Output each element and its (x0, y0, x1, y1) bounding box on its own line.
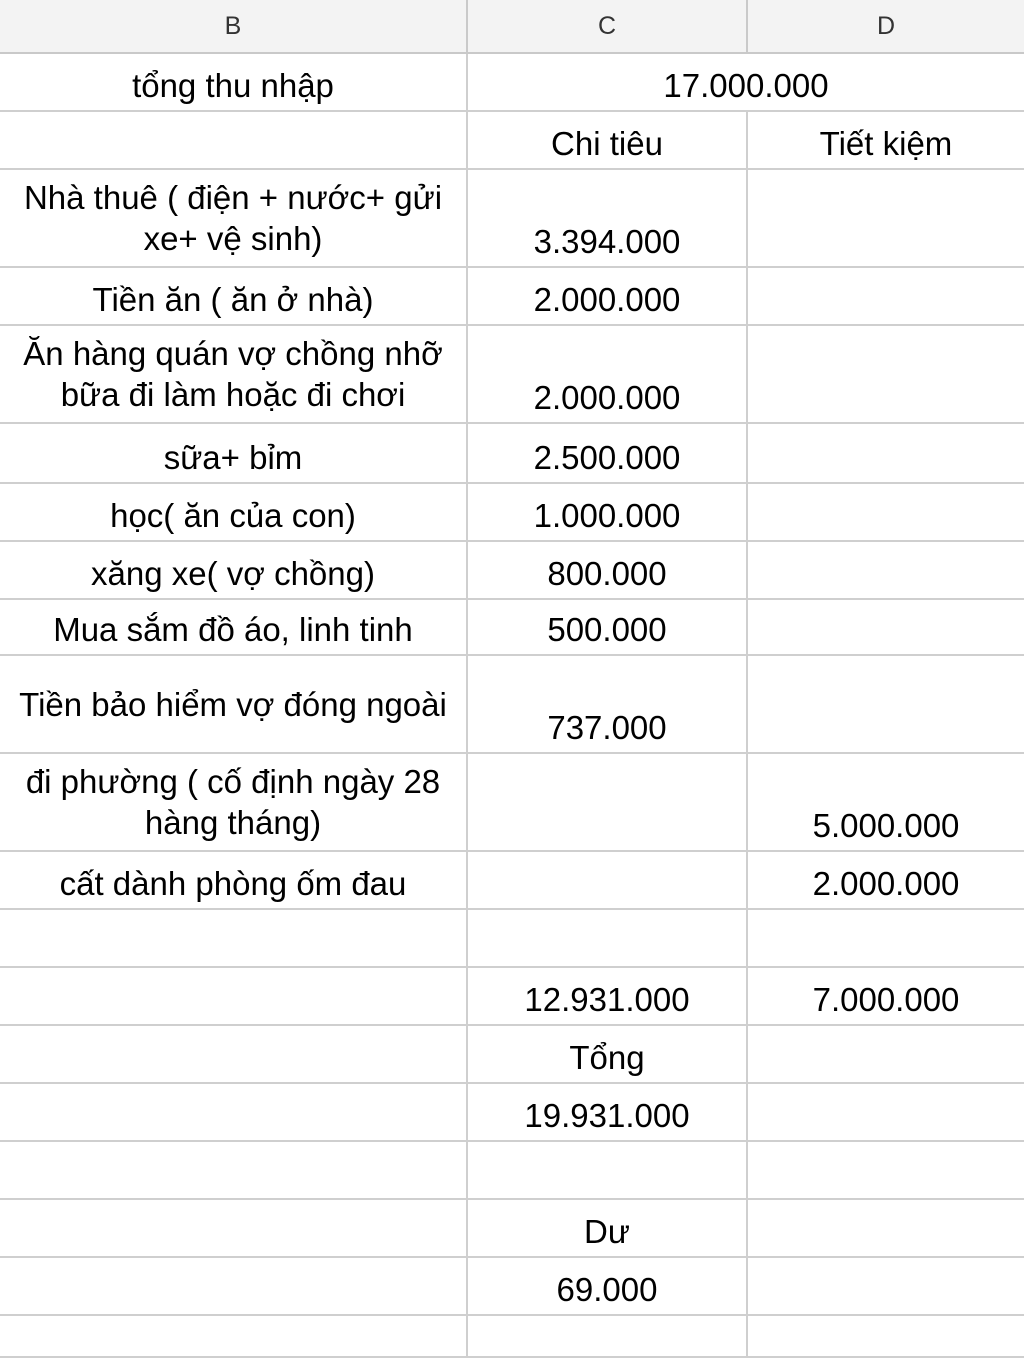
cell-d-row-3[interactable] (748, 170, 1024, 268)
cell-d-row-5[interactable] (748, 326, 1024, 424)
cell-c-row-12[interactable] (468, 852, 748, 910)
cell-b-row-1[interactable]: tổng thu nhập (0, 54, 468, 112)
column-header-d[interactable]: D (748, 0, 1024, 54)
cell-d-row-14[interactable]: 7.000.000 (748, 968, 1024, 1026)
cell-d-row-15[interactable] (748, 1026, 1024, 1084)
cell-d-row-16[interactable] (748, 1084, 1024, 1142)
cell-d-row-8[interactable] (748, 542, 1024, 600)
cell-b-row-9[interactable]: Mua sắm đồ áo, linh tinh (0, 600, 468, 656)
cell-c-row-18[interactable]: Dư (468, 1200, 748, 1258)
cell-b-row-11[interactable]: đi phường ( cố định ngày 28 hàng tháng) (0, 754, 468, 852)
cell-d-row-4[interactable] (748, 268, 1024, 326)
cell-b-row-20[interactable] (0, 1316, 468, 1358)
cell-b-row-19[interactable] (0, 1258, 468, 1316)
cell-c-row-8[interactable]: 800.000 (468, 542, 748, 600)
cell-d-row-12[interactable]: 2.000.000 (748, 852, 1024, 910)
cell-c-row-2[interactable]: Chi tiêu (468, 112, 748, 170)
cell-b-row-14[interactable] (0, 968, 468, 1026)
cell-d-row-10[interactable] (748, 656, 1024, 754)
cell-d-row-18[interactable] (748, 1200, 1024, 1258)
cell-b-row-2[interactable] (0, 112, 468, 170)
cell-c-row-17[interactable] (468, 1142, 748, 1200)
cell-b-row-4[interactable]: Tiền ăn ( ăn ở nhà) (0, 268, 468, 326)
cell-b-row-6[interactable]: sữa+ bỉm (0, 424, 468, 484)
cell-c-row-15[interactable]: Tổng (468, 1026, 748, 1084)
cell-b-row-5[interactable]: Ăn hàng quán vợ chồng nhỡ bữa đi làm hoặc đi chơi (0, 326, 468, 424)
cell-c-row-4[interactable]: 2.000.000 (468, 268, 748, 326)
cell-b-row-18[interactable] (0, 1200, 468, 1258)
cell-b-row-3[interactable]: Nhà thuê ( điện + nước+ gửi xe+ vệ sinh) (0, 170, 468, 268)
cell-b-row-8[interactable]: xăng xe( vợ chồng) (0, 542, 468, 600)
cell-d-row-20[interactable] (748, 1316, 1024, 1358)
cell-d-row-6[interactable] (748, 424, 1024, 484)
cell-d-row-7[interactable] (748, 484, 1024, 542)
cell-b-row-17[interactable] (0, 1142, 468, 1200)
column-header-b[interactable]: B (0, 0, 468, 54)
cell-c-row-19[interactable]: 69.000 (468, 1258, 748, 1316)
column-header-c[interactable]: C (468, 0, 748, 54)
cell-c-row-1[interactable]: 17.000.000 (468, 54, 1024, 112)
cell-c-row-7[interactable]: 1.000.000 (468, 484, 748, 542)
cell-d-row-9[interactable] (748, 600, 1024, 656)
cell-b-row-7[interactable]: học( ăn của con) (0, 484, 468, 542)
cell-c-row-3[interactable]: 3.394.000 (468, 170, 748, 268)
cell-c-row-20[interactable] (468, 1316, 748, 1358)
cell-c-row-11[interactable] (468, 754, 748, 852)
cell-b-row-16[interactable] (0, 1084, 468, 1142)
cell-c-row-14[interactable]: 12.931.000 (468, 968, 748, 1026)
cell-c-row-6[interactable]: 2.500.000 (468, 424, 748, 484)
cell-d-row-2[interactable]: Tiết kiệm (748, 112, 1024, 170)
cell-c-row-10[interactable]: 737.000 (468, 656, 748, 754)
cell-b-row-12[interactable]: cất dành phòng ốm đau (0, 852, 468, 910)
cell-c-row-16[interactable]: 19.931.000 (468, 1084, 748, 1142)
cell-b-row-10[interactable]: Tiền bảo hiểm vợ đóng ngoài (0, 656, 468, 754)
cell-d-row-13[interactable] (748, 910, 1024, 968)
cell-c-row-13[interactable] (468, 910, 748, 968)
cell-b-row-15[interactable] (0, 1026, 468, 1084)
cell-d-row-17[interactable] (748, 1142, 1024, 1200)
cell-d-row-19[interactable] (748, 1258, 1024, 1316)
cell-d-row-11[interactable]: 5.000.000 (748, 754, 1024, 852)
cell-b-row-13[interactable] (0, 910, 468, 968)
cell-c-row-5[interactable]: 2.000.000 (468, 326, 748, 424)
cell-c-row-9[interactable]: 500.000 (468, 600, 748, 656)
